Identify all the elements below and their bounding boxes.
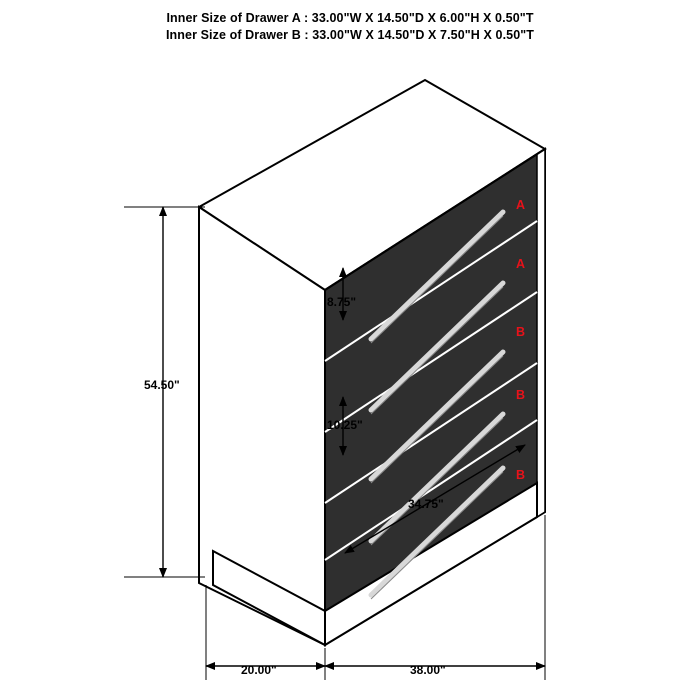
drawer-label-4: B bbox=[516, 388, 526, 402]
label-depth: 20.00" bbox=[241, 663, 277, 677]
label-width: 38.00" bbox=[410, 663, 446, 677]
cabinet-right-edge bbox=[537, 149, 545, 517]
drawer-a-inner-size: Inner Size of Drawer A : 33.00"W X 14.50"D X 6.00"H X 0.50"T bbox=[166, 11, 534, 25]
drawer-label-2: A bbox=[516, 257, 526, 271]
drawer-label-1: A bbox=[516, 198, 526, 212]
drawer-label-3: B bbox=[516, 325, 526, 339]
dimension-total-height bbox=[124, 207, 205, 577]
label-drawer-a-height: 8.75" bbox=[327, 295, 357, 309]
label-total-height: 54.50" bbox=[144, 378, 180, 392]
label-drawer-b-height: 10.25" bbox=[327, 418, 363, 432]
drawer-label-5: B bbox=[516, 468, 526, 482]
label-drawer-width: 34.75" bbox=[408, 497, 444, 511]
drawer-b-inner-size: Inner Size of Drawer B : 33.00"W X 14.50"D X 7.50"H X 0.50"T bbox=[165, 28, 535, 42]
cabinet-body bbox=[199, 80, 545, 645]
